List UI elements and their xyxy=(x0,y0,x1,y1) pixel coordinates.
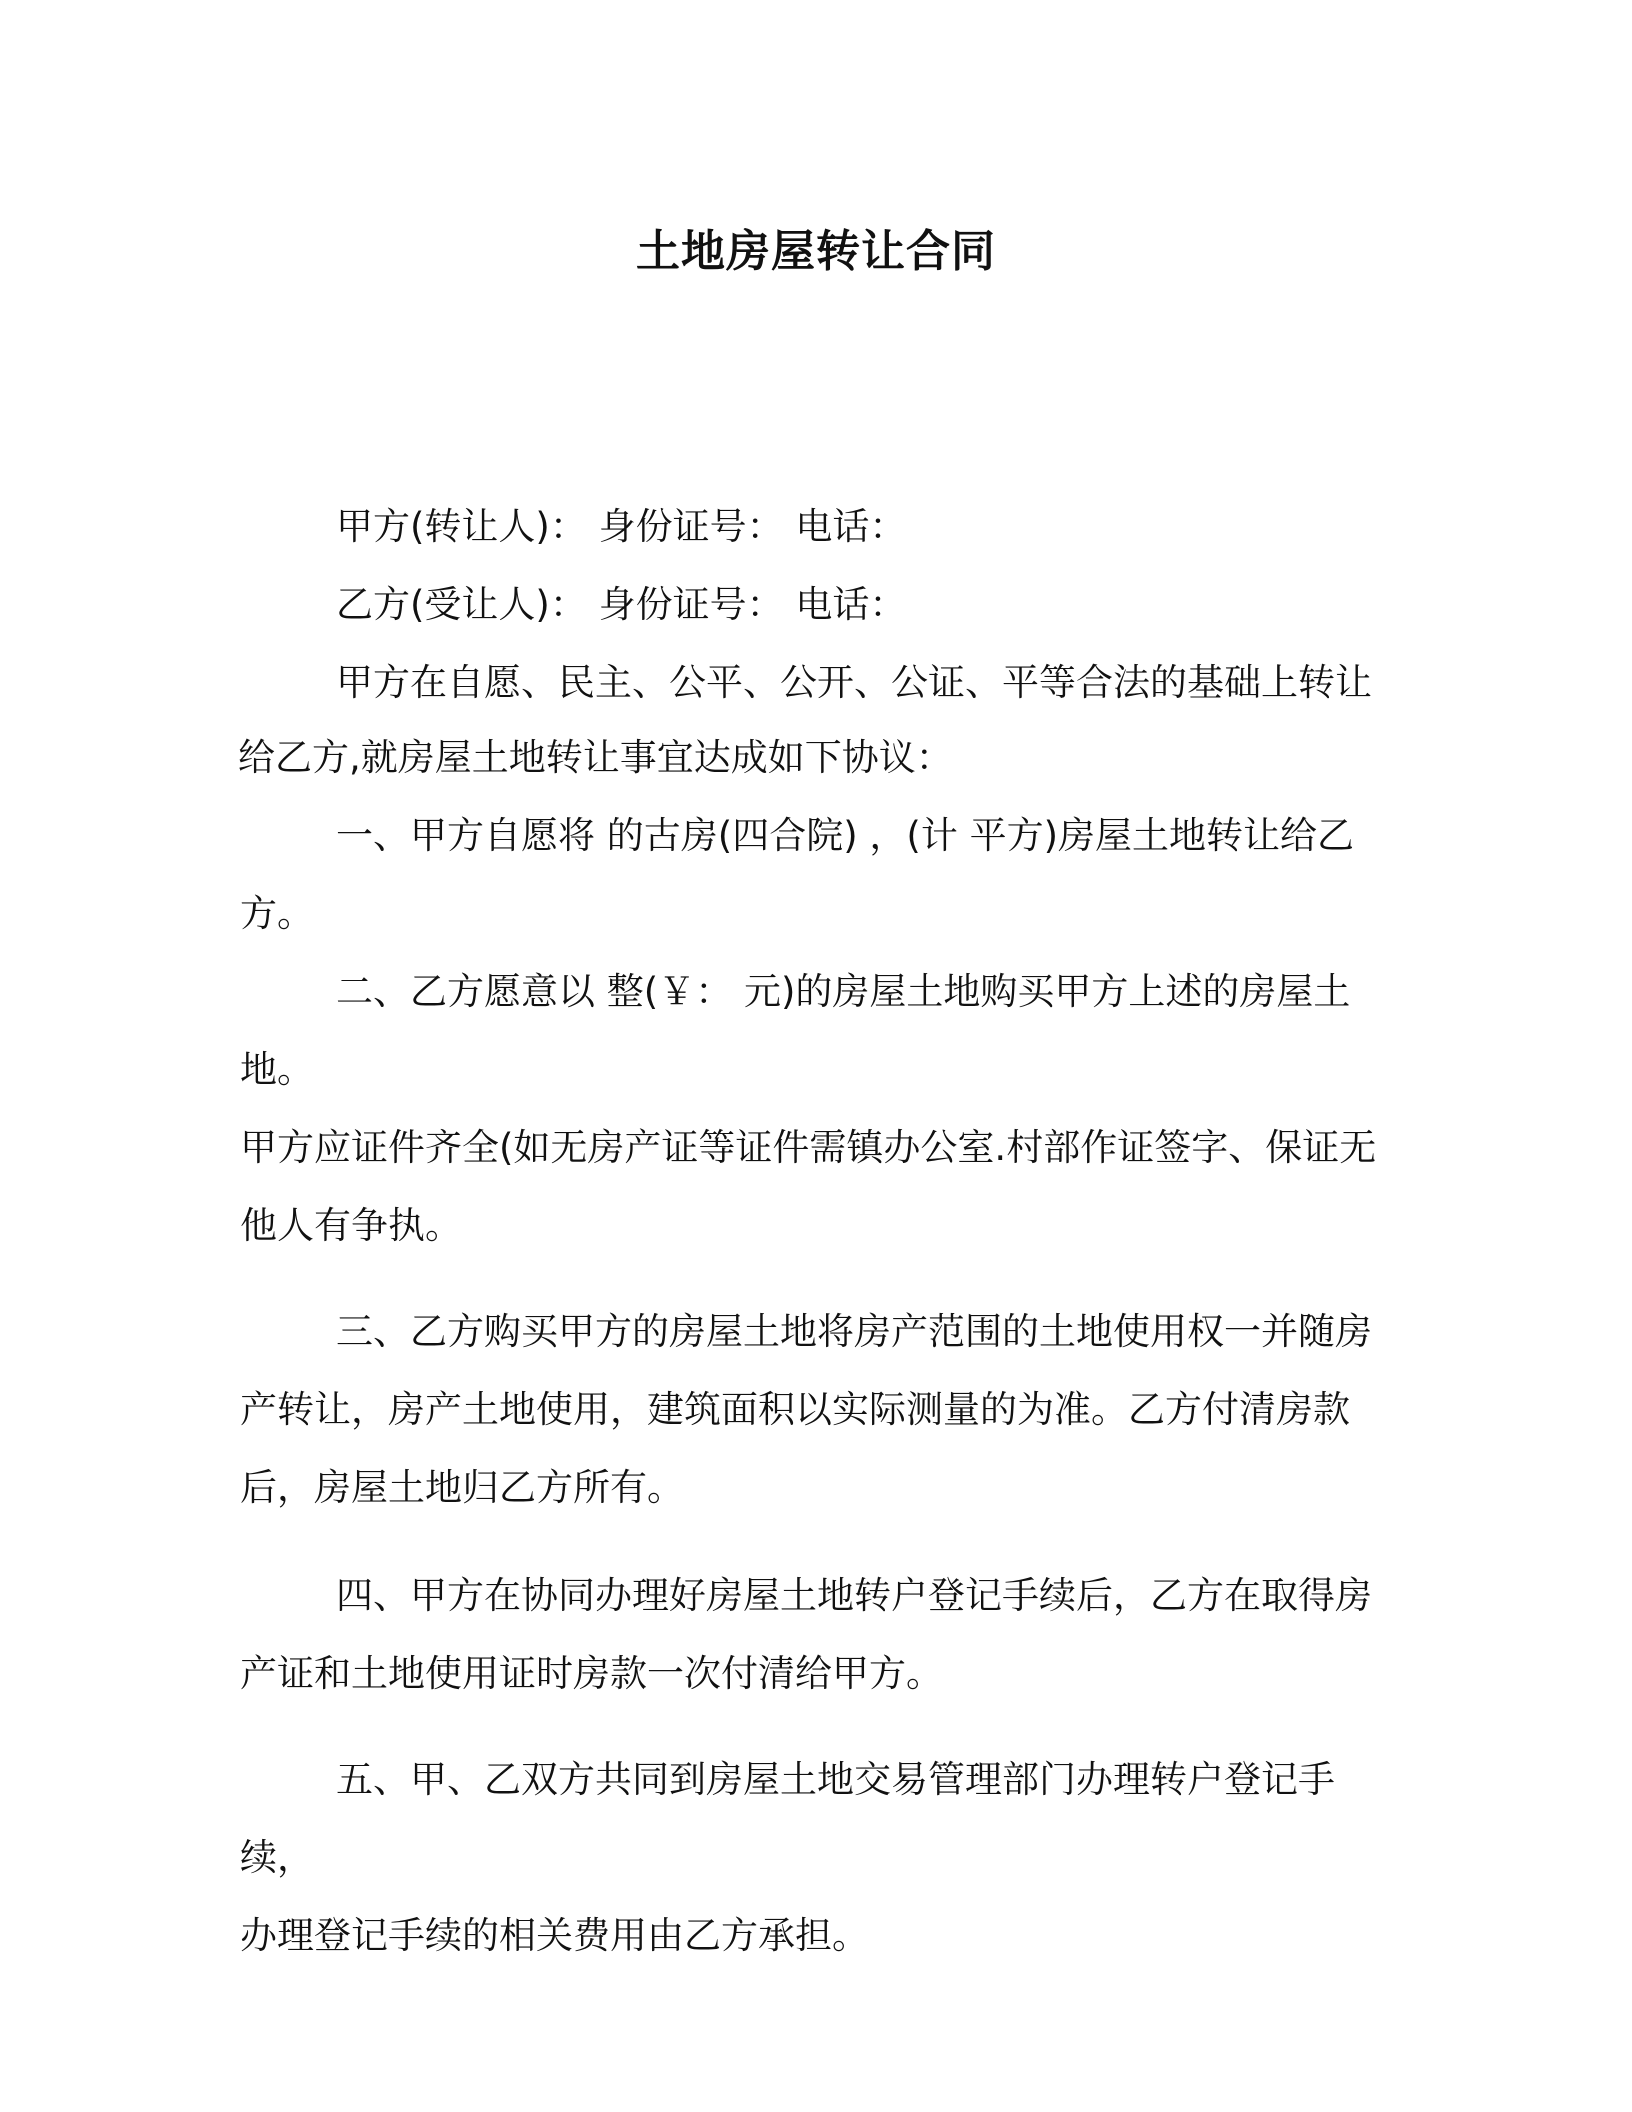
intro-line: 甲方在自愿、民主、公平、公开、公证、平等合法的基础上转让 xyxy=(336,661,1372,704)
clause-3-line: 产转让，房产土地使用，建筑面积以实际测量的为准。乙方付清房款 xyxy=(240,1388,1350,1431)
party-b-text: 乙方(受让人)： 身份证号： 电话： xyxy=(336,583,907,626)
party-b-line xyxy=(240,566,1400,644)
clause-3-line: 后，房屋土地归乙方所有。 xyxy=(240,1466,684,1509)
clause-3-cont xyxy=(240,1371,1400,1527)
clause-4-line: 四、甲方在协同办理好房屋土地转户登记手续后，乙方在取得房 xyxy=(336,1574,1372,1617)
clause-2-cont xyxy=(240,1109,1400,1265)
clause-3 xyxy=(240,1293,1400,1371)
document-body xyxy=(240,488,1400,1975)
intro-paragraph-cont xyxy=(240,719,1400,797)
clause-5-line: 五、甲、乙双方共同到房屋土地交易管理部门办理转户登记手续， xyxy=(240,1758,1335,1879)
clause-5 xyxy=(240,1741,1400,1897)
clause-2 xyxy=(240,953,1400,1109)
clause-1 xyxy=(240,797,1400,953)
party-a-text: 甲方(转让人)： 身份证号： 电话： xyxy=(336,505,907,548)
clause-2-line: 他人有争执。 xyxy=(240,1204,462,1247)
document-title: 土地房屋转让合同 xyxy=(636,226,996,277)
intro-line: 给乙方,就房屋土地转让事宜达成如下协议： xyxy=(238,736,953,779)
clause-4-cont xyxy=(240,1635,1400,1713)
clause-4 xyxy=(240,1557,1400,1635)
clause-3-line: 三、乙方购买甲方的房屋土地将房产范围的土地使用权一并随房 xyxy=(336,1310,1372,1353)
clause-4-line: 产证和土地使用证时房款一次付清给甲方。 xyxy=(240,1652,943,1695)
clause-5-line: 办理登记手续的相关费用由乙方承担。 xyxy=(240,1914,869,1957)
intro-paragraph xyxy=(240,644,1400,722)
clause-2-line: 二、乙方愿意以 整(￥： 元)的房屋土地购买甲方上述的房屋土地。 xyxy=(240,970,1351,1091)
party-a-line xyxy=(240,488,1400,566)
clause-5-cont xyxy=(240,1897,1400,1975)
clause-2-line: 甲方应证件齐全(如无房产证等证件需镇办公室.村部作证签字、保证无 xyxy=(240,1126,1377,1169)
clause-1-line: 一、甲方自愿将 的古房(四合院) ，(计 平方)房屋土地转让给乙方。 xyxy=(240,814,1355,935)
